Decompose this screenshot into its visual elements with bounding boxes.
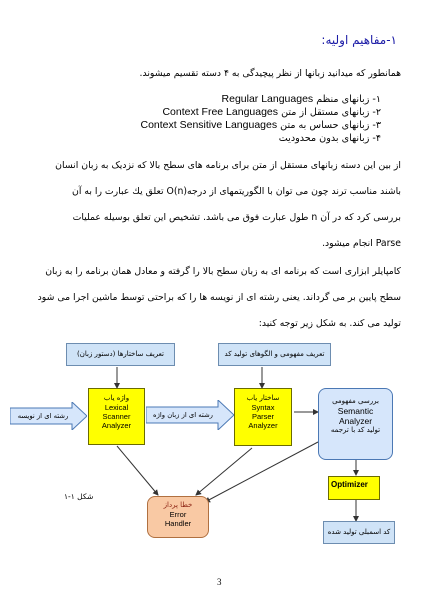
list-item-en: Context Sensitive Languages [140, 119, 278, 131]
paragraph-line: از بین این دسته زبانهای مستقل از متن برای برنامه های سطح بالا که نزدیک به زبان انسان [55, 160, 401, 171]
syntax-label-en2: Parser [251, 412, 275, 421]
semantic-label-en2: Analyzer [338, 416, 373, 426]
paragraph-line: تولید می کند. به شکل زیر توجه کنید: [258, 318, 401, 329]
arrow-line [196, 448, 252, 495]
optimizer-box [328, 476, 380, 500]
paragraph-line: باشند مناسب ترند چون می توان با الگوریتمهای از درجه(O(n تعلق یك عبارت را به آن [72, 186, 401, 197]
semantic-label-fa1: بررسی مفهومی [332, 397, 379, 405]
input-arrow-label: رشته ای از نویسه [17, 412, 69, 420]
optimizer-label: Optimizer [331, 480, 368, 489]
list-item-fa: ۴- زبانهای بدون محدودیت [278, 133, 381, 144]
intro-paragraph: همانطور که میدانید زبانها از نظر پیچیدگی به ۴ دسته تقسیم میشوند. [139, 68, 401, 79]
list-item-fa: ۳- زبانهای حساس به متن [280, 120, 381, 131]
figure-caption: شکل ۱-۱ [64, 492, 94, 501]
error-label-en1: Error [169, 510, 187, 519]
syntax-analyzer-box [234, 388, 292, 446]
lexical-analyzer-box [88, 388, 145, 445]
paragraph-line: بررسی کرد که در آن n طول عبارت فوق می باشد. تشخیص این تعلق بوسیله عملیات [72, 212, 401, 223]
assembly-output-box: کد اسمبلی تولید شده [323, 521, 395, 544]
error-handler-box [147, 496, 209, 538]
syntax-label-en3: Analyzer [248, 421, 278, 430]
list-item-fa: ۱- زبانهای منظم [316, 94, 381, 105]
paragraph-line: کامپایلر ابزاری است که برنامه ای به زبان سطح بالا را گرفته و معادل همان برنامه را به زبان [45, 266, 401, 277]
lexical-label-en2: Scanner [102, 412, 131, 421]
lexical-label-en3: Analyzer [101, 421, 132, 430]
error-label-fa: خطا پرداز [163, 501, 193, 509]
list-item-en: Regular Languages [221, 93, 314, 105]
syntax-label-fa: ساختار یاب [246, 394, 280, 402]
section-heading: ۱-مفاهیم اولیه: [321, 33, 397, 47]
paragraph-line: Parse انجام میشود. [322, 238, 401, 249]
page-number: 3 [217, 577, 222, 587]
semantic-analyzer-box [318, 388, 393, 460]
paragraph-line: سطح پایین بر می گرداند. یعنی رشته ای از نویسه ها را که براحتی توسط ماشین اجرا می شود [37, 292, 401, 303]
lexical-label-fa: واژه یاب [103, 394, 130, 402]
grammar-definition-box: تعریف ساختارها (دستور زبان) [66, 343, 175, 366]
semantic-label-fa2: تولید کد با ترجمه [330, 426, 381, 434]
arrow-line [117, 446, 158, 495]
error-label-en2: Handler [164, 519, 192, 528]
lexical-label-en1: Lexical [104, 403, 129, 412]
syntax-label-en1: Syntax [251, 403, 275, 412]
list-item-fa: ۲- زبانهای مستقل از متن [281, 107, 381, 118]
arrow-line [205, 442, 318, 502]
token-arrow-label: رشته ای از زبان واژه [153, 411, 213, 419]
semantic-label-en1: Semantic [337, 406, 374, 416]
semantic-definition-box: تعریف مفهومی و الگوهای تولید کد [218, 343, 331, 366]
list-item-en: Context Free Languages [162, 106, 279, 118]
